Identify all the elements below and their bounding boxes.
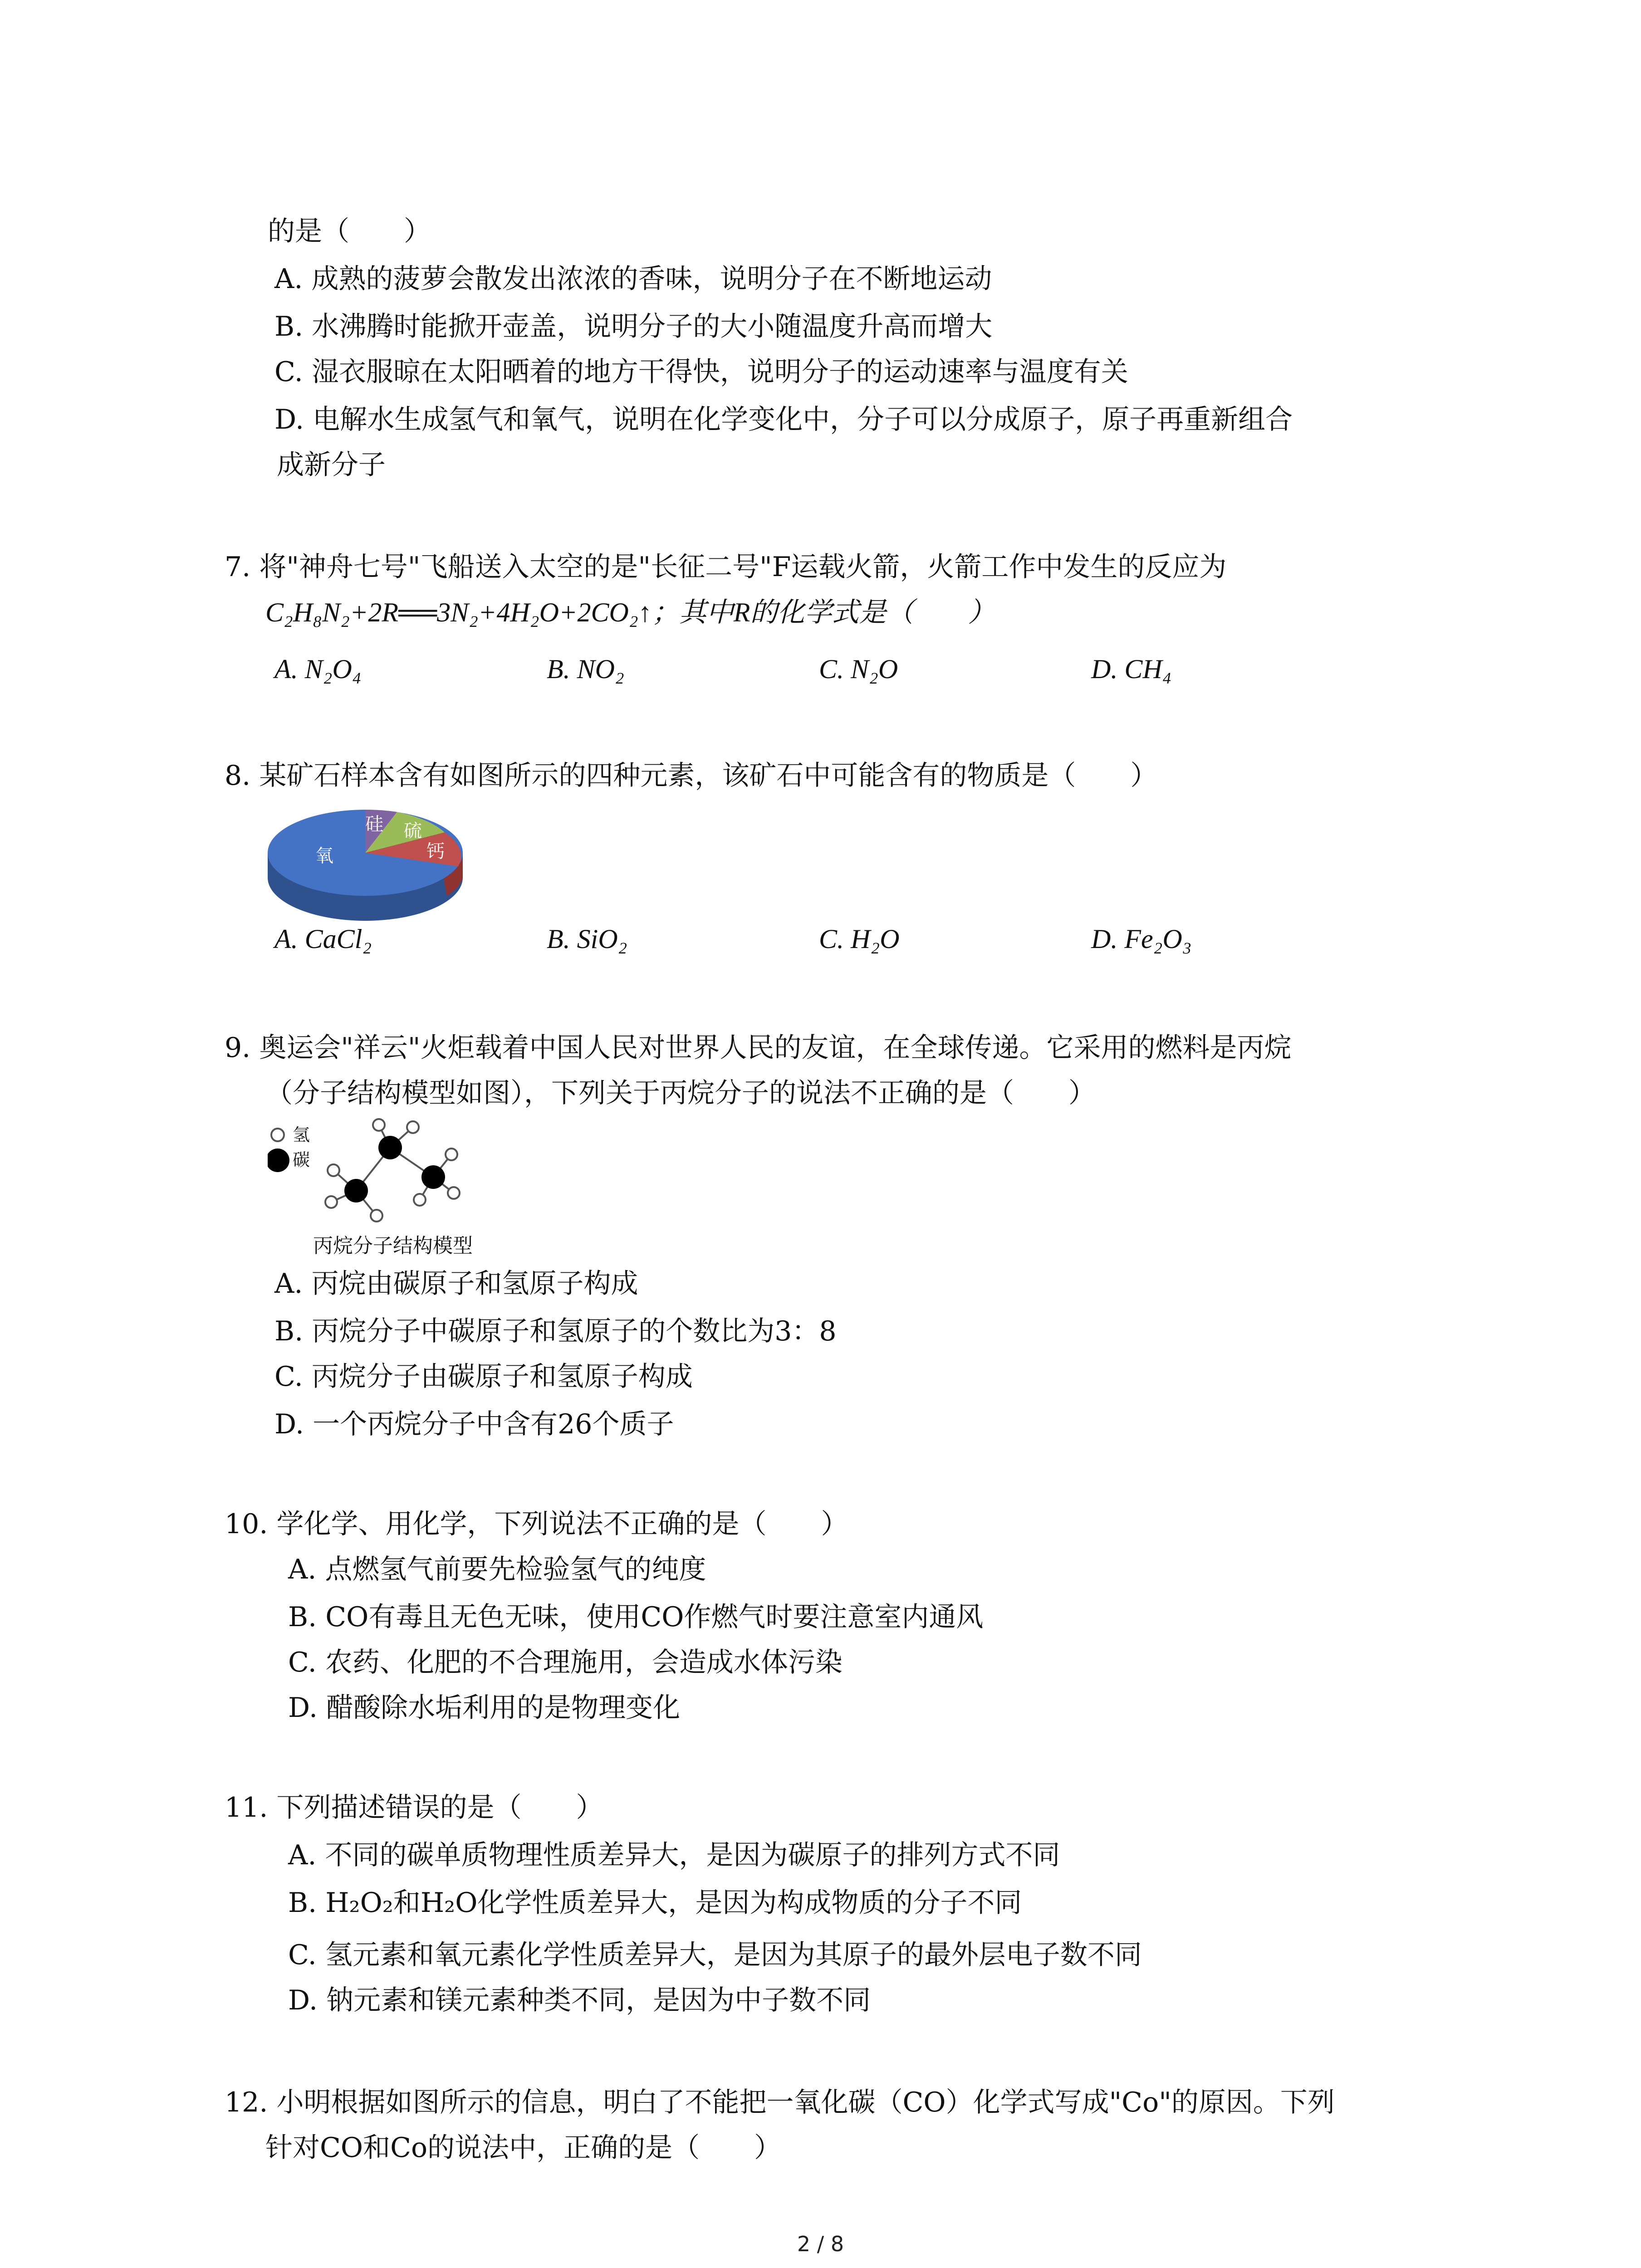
q7-option-c: C. N₂O	[819, 654, 898, 684]
q8-option-b: B. SiO₂	[547, 924, 627, 954]
hydrogen-atom-4	[373, 1119, 385, 1131]
q11-option-d: D. 钠元素和镁元素种类不同，是因为中子数不同	[288, 1984, 871, 2016]
q12-stem-cont: 针对CO和Co的说法中，正确的是（ ）	[265, 2132, 782, 2164]
element-pie-figure	[265, 798, 465, 925]
q6-option-d: D. 电解水生成氢气和氧气，说明在化学变化中，分子可以分成原子，原子再重新组合	[274, 404, 1293, 435]
q7-stem: 7. 将"神舟七号"飞船送入太空的是"长征二号"F运载火箭，火箭工作中发生的反应为	[225, 551, 1227, 583]
q10-stem: 10. 学化学、用化学，下列说法不正确的是（ ）	[225, 1508, 848, 1540]
q8-stem: 8. 某矿石样本含有如图所示的四种元素，该矿石中可能含有的物质是（ ）	[225, 760, 1158, 792]
q11-option-a: A. 不同的碳单质物理性质差异大，是因为碳原子的排列方式不同	[288, 1839, 1060, 1871]
propane-model-caption: 丙烷分子结构模型	[313, 1234, 473, 1257]
q9-option-d: D. 一个丙烷分子中含有26个质子	[274, 1408, 674, 1440]
pie-label-silicon: 硅	[365, 814, 383, 835]
hydrogen-atom-2	[371, 1210, 382, 1222]
q7-options	[274, 651, 1363, 687]
q8-options	[274, 921, 1363, 957]
q11-stem: 11. 下列描述错误的是（ ）	[225, 1792, 603, 1823]
q6-option-c: C. 湿衣服晾在太阳晒着的地方干得快，说明分子的运动速率与温度有关	[274, 356, 1128, 388]
q7-option-a: A. N₂O₄	[274, 654, 362, 684]
q9-option-a: A. 丙烷由碳原子和氢原子构成	[274, 1268, 638, 1300]
q10-option-c: C. 农药、化肥的不合理施用，会造成水体污染	[288, 1647, 843, 1678]
q8-option-a: A. CaCl₂	[274, 924, 372, 954]
q11-option-b: B. H₂O₂和H₂O化学性质差异大，是因为构成物质的分子不同	[288, 1887, 1022, 1919]
pie-label-oxygen: 氧	[315, 846, 333, 866]
q10-option-d: D. 醋酸除水垢利用的是物理变化	[288, 1692, 681, 1724]
page-number: 2 / 8	[797, 2232, 844, 2256]
q6-option-a: A. 成熟的菠萝会散发出浓浓的香味，说明分子在不断地运动	[274, 263, 992, 295]
q6-option-b: B. 水沸腾时能掀开壶盖，说明分子的大小随温度升高而增大	[274, 311, 993, 342]
legend-hydrogen-icon	[271, 1129, 284, 1141]
carbon-atom-3	[421, 1165, 445, 1189]
legend-carbon-icon	[268, 1149, 289, 1172]
propane-model-figure	[268, 1116, 476, 1238]
hydrogen-atom-7	[448, 1187, 460, 1199]
q7-equation: C₂H₈N₂+2R══3N₂+4H₂O+2CO₂↑；其中R的化学式是（ ）	[265, 597, 995, 627]
q9-option-c: C. 丙烷分子由碳原子和氢原子构成	[274, 1361, 693, 1393]
q9-stem: 9. 奥运会"祥云"火炬载着中国人民对世界人民的友谊，在全球传递。它采用的燃料是丙烷	[225, 1032, 1292, 1064]
hydrogen-atom-3	[328, 1164, 339, 1176]
q12-stem: 12. 小明根据如图所示的信息，明白了不能把一氧化碳（CO）化学式写成"Co"的原因。下列	[225, 2087, 1335, 2118]
pie-label-sulfur: 硫	[404, 821, 422, 841]
q8-option-c: C. H₂O	[819, 924, 900, 954]
q9-stem-cont: （分子结构模型如图），下列关于丙烷分子的说法不正确的是（ ）	[265, 1077, 1096, 1109]
legend-carbon-label: 碳	[293, 1150, 310, 1170]
hydrogen-atom-5	[407, 1121, 419, 1133]
q8-option-d: D. Fe₂O₃	[1091, 924, 1192, 954]
q10-option-a: A. 点燃氢气前要先检验氢气的纯度	[288, 1554, 706, 1585]
q10-option-b: B. CO有毒且无色无味，使用CO作燃气时要注意室内通风	[288, 1601, 984, 1633]
q6-option-d-cont: 成新分子	[277, 449, 386, 481]
q11-option-c: C. 氢元素和氧元素化学性质差异大，是因为其原子的最外层电子数不同	[288, 1939, 1142, 1971]
carbon-atom-2	[378, 1136, 402, 1159]
q9-option-b: B. 丙烷分子中碳原子和氢原子的个数比为3：8	[274, 1315, 837, 1347]
q6-stem-tail: 的是（ ）	[268, 215, 431, 247]
carbon-atom-1	[344, 1179, 368, 1202]
hydrogen-atom-8	[414, 1194, 426, 1206]
pie-label-calcium: 钙	[426, 841, 445, 862]
hydrogen-atom-1	[325, 1196, 337, 1208]
hydrogen-atom-6	[446, 1149, 457, 1160]
legend-hydrogen-label: 氢	[293, 1125, 310, 1145]
q7-option-b: B. NO₂	[547, 654, 624, 684]
q7-option-d: D. CH₄	[1091, 654, 1172, 684]
